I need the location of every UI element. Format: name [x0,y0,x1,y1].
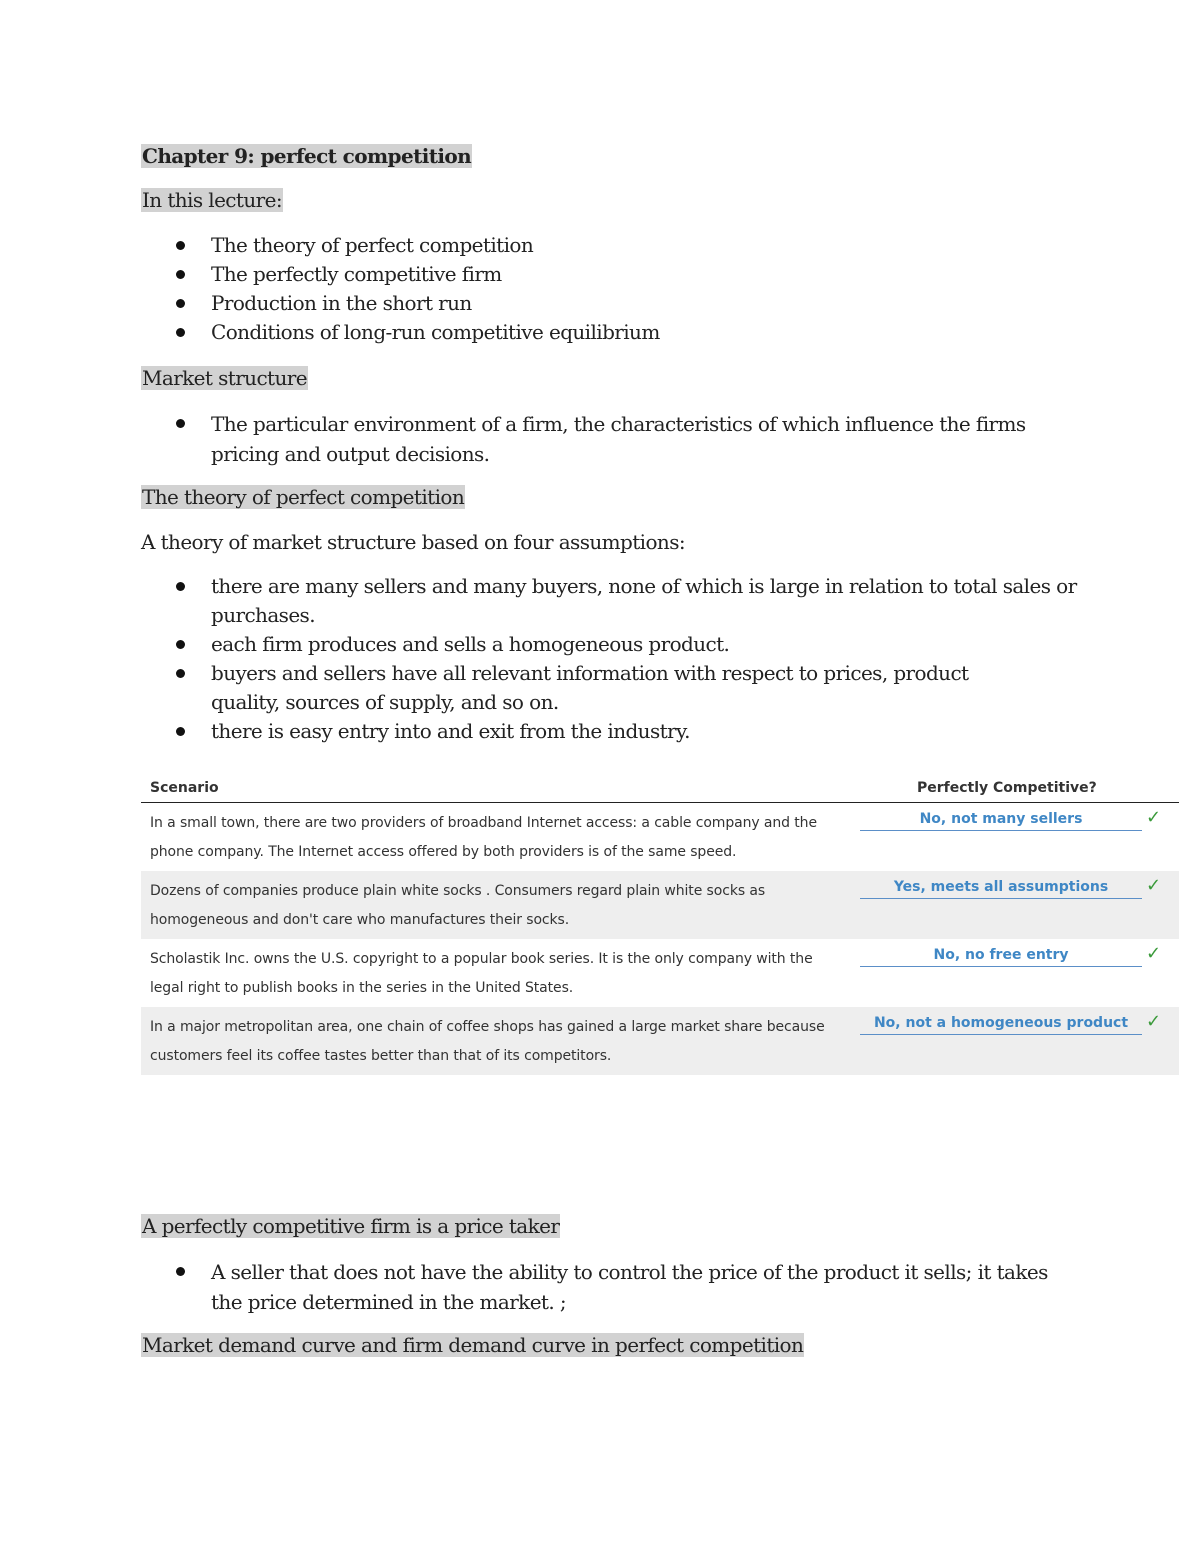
scenario-text: Scholastik Inc. owns the U.S. copyright to a popular book series. It is the only company with the legal right to publish books in the series in the United States. [150,951,813,996]
bullet-icon [176,299,185,308]
table-row [141,871,1179,939]
list-item: there are many sellers and many buyers, none of which is large in relation to total sales or purchases. [141,572,1081,630]
theory-heading: The theory of perfect competition [142,485,465,509]
price-taker-list [141,1257,1061,1317]
bullet-icon [176,640,185,649]
list-item: The perfectly competitive firm [141,260,660,289]
bullet-icon [176,582,185,591]
answer-dropdown[interactable]: No, not a homogeneous product [860,1013,1142,1035]
check-icon: ✓ [1146,807,1162,828]
check-icon: ✓ [1146,1011,1162,1032]
table-row [141,803,1179,871]
answer-dropdown[interactable]: No, not many sellers [860,809,1142,831]
market-structure-heading: Market structure [142,366,307,390]
list-item: each firm produces and sells a homogeneous product. [141,630,1081,659]
bullet-icon [176,328,185,337]
intro-label: In this lecture: [142,188,282,212]
answer-dropdown[interactable]: Yes, meets all assumptions [860,877,1142,899]
list-item: Production in the short run [141,289,660,318]
bullet-icon [176,1267,185,1276]
list-item: The particular environment of a firm, the characteristics of which influence the firms pricing and output decisions. [141,409,1041,469]
list-item: A seller that does not have the ability to control the price of the product it sells; it takes the price determined in the market. ; [141,1257,1061,1317]
bullet-icon [176,270,185,279]
list-item: The theory of perfect competition [141,231,660,260]
check-icon: ✓ [1146,943,1162,964]
theory-intro: A theory of market structure based on four assumptions: [141,530,685,554]
demand-curve-heading: Market demand curve and firm demand curve in perfect competition [142,1333,804,1357]
market-structure-list [141,409,1041,469]
table-header [141,772,1179,803]
chapter-heading: Chapter 9: perfect competition [142,144,472,168]
list-item: Conditions of long-run competitive equilibrium [141,318,660,347]
list-item: there is easy entry into and exit from the industry. [141,717,1081,746]
answer-dropdown[interactable]: No, no free entry [860,945,1142,967]
scenario-text: In a small town, there are two providers of broadband Internet access: a cable company and the phone company. The Internet access offered by both providers is of the same speed. [150,815,817,860]
table-row [141,1007,1179,1075]
intro-list [141,231,660,347]
assumptions-list [141,572,1081,746]
check-icon: ✓ [1146,875,1162,896]
bullet-icon [176,669,185,678]
scenario-table [141,772,1179,1075]
bullet-icon [176,241,185,250]
column-header-answer: Perfectly Competitive? [917,780,1097,796]
column-header-scenario: Scenario [150,780,219,796]
list-item: buyers and sellers have all relevant information with respect to prices, product quality, sources of supply, and so on. [141,659,1081,717]
table-row [141,939,1179,1007]
scenario-text: Dozens of companies produce plain white socks . Consumers regard plain white socks as homogeneous and don't care who manufactures their socks. [150,883,766,928]
bullet-icon [176,727,185,736]
scenario-text: In a major metropolitan area, one chain of coffee shops has gained a large market share because customers feel its coffee tastes better than that of its competitors. [150,1019,825,1064]
price-taker-heading: A perfectly competitive firm is a price taker [142,1214,560,1238]
bullet-icon [176,419,185,428]
